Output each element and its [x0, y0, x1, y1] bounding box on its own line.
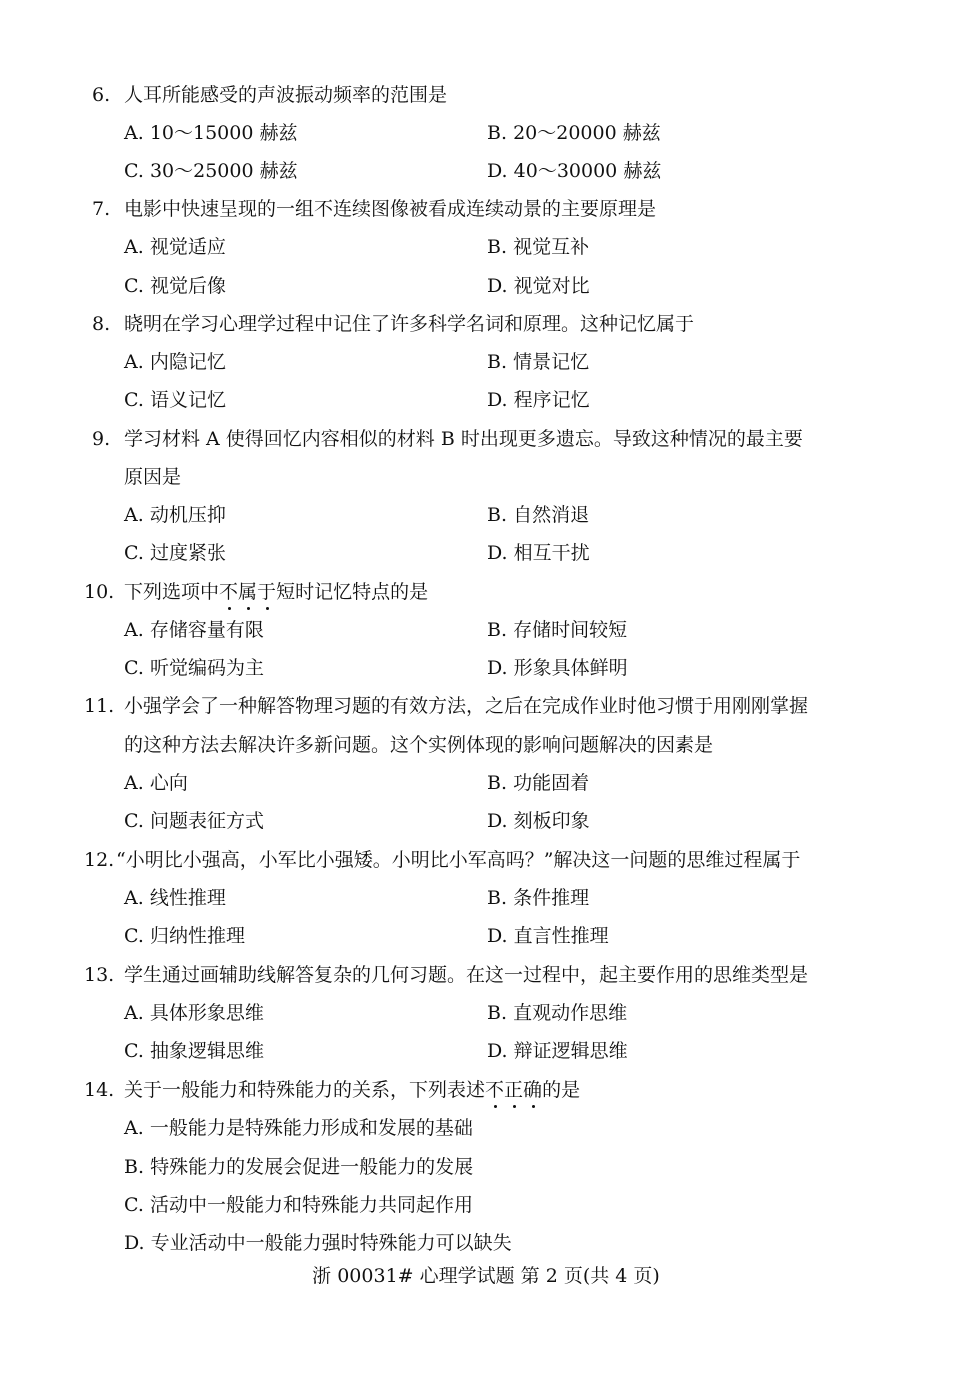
- question-7-option-b: B. 视觉互补: [487, 236, 590, 258]
- question-7-option-d: D. 视觉对比: [487, 275, 590, 297]
- emphasis-character: 不: [219, 581, 239, 603]
- emphasis-dotted-text: [485, 1079, 542, 1101]
- question-11-option-b: B. 功能固着: [487, 772, 590, 794]
- question-8-stem: 晓明在学习心理学过程中记住了许多科学名词和原理。这种记忆属于: [124, 313, 695, 335]
- question-7-option-a: A. 视觉适应: [124, 236, 226, 258]
- question-11-option-a: A. 心向: [124, 772, 188, 794]
- question-14-number: 14.: [84, 1079, 115, 1101]
- question-7-stem: 电影中快速呈现的一组不连续图像被看成连续动景的主要原理是: [124, 198, 657, 220]
- question-10-option-d: D. 形象具体鲜明: [487, 657, 628, 679]
- question-13-option-b: B. 直观动作思维: [487, 1002, 628, 1024]
- question-11-number: 11.: [84, 695, 115, 717]
- question-12-option-d: D. 直言性推理: [487, 925, 609, 947]
- question-10-option-b: B. 存储时间较短: [487, 619, 628, 641]
- question-10-option-c: C. 听觉编码为主: [124, 657, 264, 679]
- question-11-stem-line-1: 小强学会了一种解答物理习题的有效方法，之后在完成作业时他习惯于用刚刚掌握: [124, 695, 809, 717]
- question-7-option-c: C. 视觉后像: [124, 275, 226, 297]
- emphasis-dotted-text: [219, 581, 276, 603]
- question-13-option-d: D. 辩证逻辑思维: [487, 1040, 628, 1062]
- question-12-stem: “小明比小强高，小军比小强矮。小明比小军高吗？”解决这一问题的思维过程属于: [116, 849, 801, 871]
- emphasis-character: 正: [504, 1079, 524, 1101]
- question-9-option-a: A. 动机压抑: [124, 504, 226, 526]
- question-10-number: 10.: [84, 581, 115, 603]
- question-14-stem: 关于一般能力和特殊能力的关系，下列表述不正确的是: [124, 1079, 581, 1101]
- question-14-option-c: C. 活动中一般能力和特殊能力共同起作用: [124, 1194, 473, 1216]
- emphasis-character: 于: [257, 581, 277, 603]
- question-11-option-d: D. 刻板印象: [487, 810, 590, 832]
- question-14-option-b: B. 特殊能力的发展会促进一般能力的发展: [124, 1156, 474, 1178]
- question-8-option-a: A. 内隐记忆: [124, 351, 226, 373]
- question-12-option-c: C. 归纳性推理: [124, 925, 245, 947]
- question-8-number: 8.: [92, 313, 111, 335]
- question-9-option-c: C. 过度紧张: [124, 542, 226, 564]
- question-9-option-d: D. 相互干扰: [487, 542, 590, 564]
- emphasis-character: 属: [238, 581, 258, 603]
- question-10-option-a: A. 存储容量有限: [124, 619, 264, 641]
- question-11-option-c: C. 问题表征方式: [124, 810, 264, 832]
- question-11-stem-line-2: 的这种方法去解决许多新问题。这个实例体现的影响问题解决的因素是: [124, 734, 714, 756]
- question-14-option-a: A. 一般能力是特殊能力形成和发展的基础: [124, 1117, 473, 1139]
- question-8-option-b: B. 情景记忆: [487, 351, 590, 373]
- question-13-option-a: A. 具体形象思维: [124, 1002, 264, 1024]
- question-6-option-c: C. 30～25000 赫兹: [124, 160, 298, 182]
- question-7-number: 7.: [92, 198, 111, 220]
- page-footer: 浙 00031# 心理学试题 第 2 页(共 4 页): [312, 1265, 660, 1287]
- question-6-option-b: B. 20～20000 赫兹: [487, 122, 661, 144]
- question-8-option-d: D. 程序记忆: [487, 389, 590, 411]
- question-14-option-d: D. 专业活动中一般能力强时特殊能力可以缺失: [124, 1232, 512, 1254]
- question-10-stem: 下列选项中不属于短时记忆特点的是: [124, 581, 429, 603]
- question-8-option-c: C. 语义记忆: [124, 389, 226, 411]
- question-6-option-d: D. 40～30000 赫兹: [487, 160, 662, 182]
- question-13-option-c: C. 抽象逻辑思维: [124, 1040, 264, 1062]
- question-6-stem: 人耳所能感受的声波振动频率的范围是: [124, 84, 448, 106]
- question-12-option-a: A. 线性推理: [124, 887, 226, 909]
- question-6-option-a: A. 10～15000 赫兹: [124, 122, 298, 144]
- question-13-number: 13.: [84, 964, 115, 986]
- question-12-number: 12.: [84, 849, 115, 871]
- question-9-option-b: B. 自然消退: [487, 504, 590, 526]
- question-12-option-b: B. 条件推理: [487, 887, 590, 909]
- question-9-stem-line-2: 原因是: [124, 466, 182, 488]
- emphasis-character: 确: [523, 1079, 543, 1101]
- question-9-number: 9.: [92, 428, 111, 450]
- emphasis-character: 不: [485, 1079, 505, 1101]
- question-6-number: 6.: [92, 84, 111, 106]
- question-13-stem: 学生通过画辅助线解答复杂的几何习题。在这一过程中，起主要作用的思维类型是: [124, 964, 809, 986]
- question-9-stem-line-1: 学习材料 A 使得回忆内容相似的材料 B 时出现更多遗忘。导致这种情况的最主要: [124, 428, 803, 450]
